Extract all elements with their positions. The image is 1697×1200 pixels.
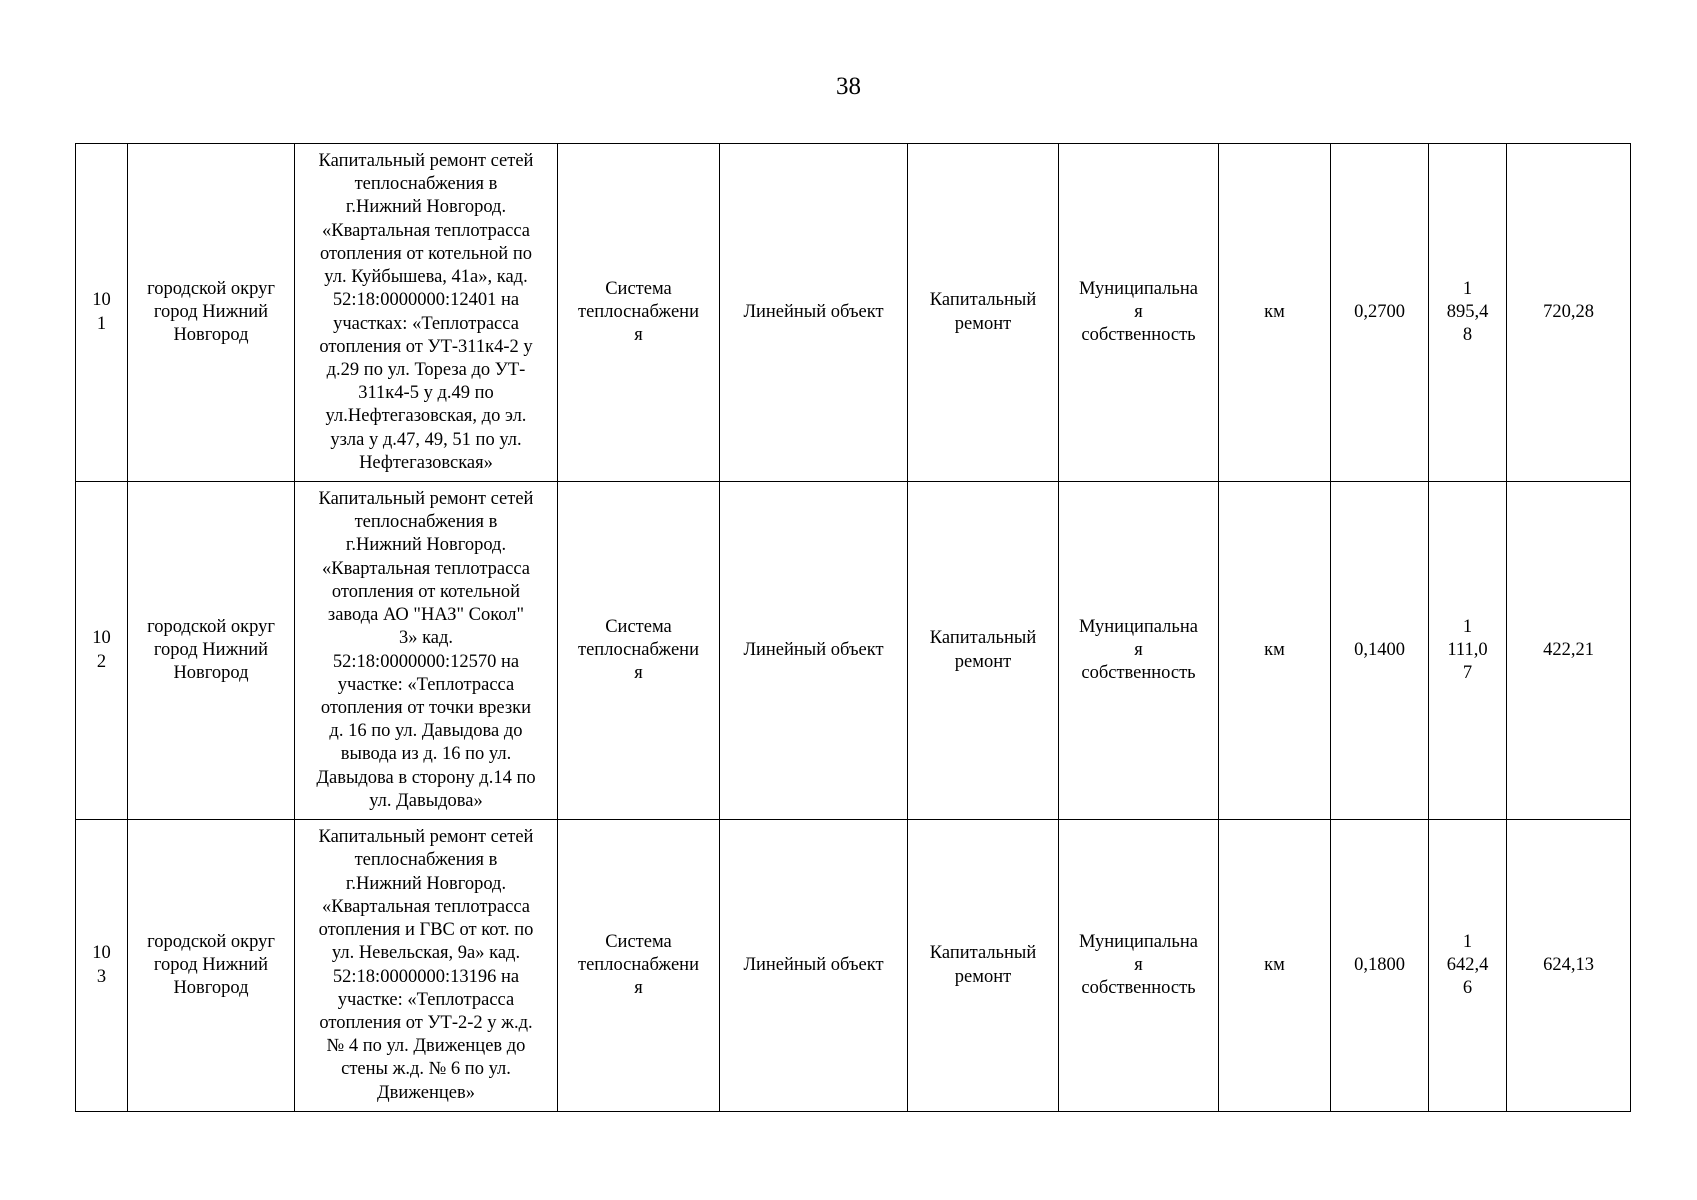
cell-text-line: стены ж.д. № 6 по ул. <box>341 1059 511 1080</box>
cell-text-line: собственность <box>1081 325 1196 346</box>
cell-text: км <box>1264 301 1285 322</box>
cell-text-line: ремонт <box>954 966 1012 987</box>
cell-text-line: Капитальный ремонт сетей <box>318 151 534 172</box>
unit-cost-cell <box>1429 820 1507 1112</box>
unit-cell <box>1219 820 1331 1112</box>
cell-text-line: Муниципальна <box>1079 616 1198 637</box>
cell-text-line: д.29 по ул. Тореза до УТ- <box>326 359 526 380</box>
quantity-cell <box>1331 820 1429 1112</box>
cell-text-line: Капитальный ремонт сетей <box>318 489 534 510</box>
cell-text-line: ул. Куйбышева, 41а», кад. <box>324 267 528 288</box>
cell-text-line: я <box>1134 301 1143 322</box>
cell-text-line: 1 <box>1462 278 1473 299</box>
cell-text-line: г.Нижний Новгород. <box>345 873 507 894</box>
page-number: 38 <box>836 73 861 100</box>
cell-text-line: город Нижний <box>153 639 269 660</box>
cell-text-line: отопления от точки врезки <box>320 697 532 718</box>
cell-text-line: собственность <box>1081 978 1196 999</box>
system-cell <box>558 482 720 820</box>
cell-text-line: 52:18:0000000:12401 на <box>332 290 520 311</box>
cell-text-line: 8 <box>1462 325 1473 346</box>
cell-text: 422,21 <box>1543 639 1594 660</box>
cell-text-line: город Нижний <box>153 954 269 975</box>
cell-text-line: я <box>634 663 643 684</box>
cell-text-line: теплоснабжени <box>578 639 699 660</box>
cell-text: км <box>1264 954 1285 975</box>
table-row <box>76 482 1631 820</box>
row-number-cell <box>76 144 128 482</box>
object-type-cell <box>720 482 908 820</box>
cell-text-line: 3 <box>96 966 107 987</box>
cell-text-line: узла у д.47, 49, 51 по ул. <box>330 429 522 450</box>
work-type-cell <box>908 144 1059 482</box>
cell-text-line: ремонт <box>954 313 1012 334</box>
object-type-cell <box>720 144 908 482</box>
cell-text-line: ул.Нефтегазовская, до эл. <box>325 406 527 427</box>
cell-text-line: городской округ <box>147 931 275 952</box>
cell-text-line: теплоснабжения в <box>354 512 498 533</box>
cell-text-line: Новгород <box>173 325 249 346</box>
work-type-cell <box>908 820 1059 1112</box>
ownership-cell <box>1059 144 1219 482</box>
cell-text-line: 1 <box>96 313 107 334</box>
cell-text-line: ул. Давыдова» <box>369 790 483 811</box>
cell-text-line: отопления от котельной <box>331 581 521 602</box>
cell-text-line: Капитальный <box>929 290 1037 311</box>
cell-text-line: 642,4 <box>1446 954 1489 975</box>
cell-text-line: теплоснабжени <box>578 954 699 975</box>
total-cell <box>1507 482 1631 820</box>
cell-text-line: участке: «Теплотрасса <box>337 989 515 1010</box>
cell-text-line: теплоснабжени <box>578 301 699 322</box>
municipality-cell <box>128 144 295 482</box>
cell-text-line: Капитальный <box>929 628 1037 649</box>
row-number-cell <box>76 820 128 1112</box>
cell-text: 624,13 <box>1543 954 1594 975</box>
cell-text-line: городской округ <box>147 616 275 637</box>
work-type-cell <box>908 482 1059 820</box>
cell-text-line: я <box>1134 639 1143 660</box>
cell-text-line: участках: «Теплотрасса <box>333 313 519 334</box>
unit-cell <box>1219 482 1331 820</box>
cell-text-line: отопления от УТ-311к4-2 у <box>319 336 533 357</box>
unit-cell <box>1219 144 1331 482</box>
cell-text-line: Муниципальна <box>1079 931 1198 952</box>
table-body <box>76 144 1631 1112</box>
cell-text-line: «Квартальная теплотрасса <box>322 220 530 241</box>
quantity-cell <box>1331 482 1429 820</box>
cell-text: Линейный объект <box>743 639 884 660</box>
cell-text-line: 10 <box>92 628 111 649</box>
ownership-cell <box>1059 482 1219 820</box>
table-row <box>76 820 1631 1112</box>
cell-text-line: Движенцев» <box>376 1082 475 1103</box>
cell-text-line: 52:18:0000000:12570 на <box>332 651 520 672</box>
cell-text-line: 111,0 <box>1447 639 1488 660</box>
system-cell <box>558 820 720 1112</box>
cell-text-line: Система <box>605 931 672 952</box>
cell-text-line: 895,4 <box>1446 301 1489 322</box>
cell-text-line: завода АО "НАЗ" Сокол" <box>327 605 525 626</box>
ownership-cell <box>1059 820 1219 1112</box>
cell-text-line: 6 <box>1462 978 1473 999</box>
cell-text-line: отопления и ГВС от кот. по <box>318 920 534 941</box>
cell-text-line: собственность <box>1081 663 1196 684</box>
cell-text-line: город Нижний <box>153 301 269 322</box>
cell-text-line: 7 <box>1462 663 1473 684</box>
cell-text-line: 10 <box>92 290 111 311</box>
cell-text-line: ремонт <box>954 651 1012 672</box>
cell-text: 0,1800 <box>1354 954 1405 975</box>
cell-text-line: № 4 по ул. Движенцев до <box>326 1036 526 1057</box>
cell-text-line: я <box>634 325 643 346</box>
cell-text-line: 2 <box>96 651 107 672</box>
cell-text-line: ул. Невельская, 9а» кад. <box>331 943 521 964</box>
cell-text-line: Новгород <box>173 663 249 684</box>
cell-text-line: участке: «Теплотрасса <box>337 674 515 695</box>
cell-text-line: Капитальный <box>929 943 1037 964</box>
unit-cost-cell <box>1429 144 1507 482</box>
unit-cost-cell <box>1429 482 1507 820</box>
object-type-cell <box>720 820 908 1112</box>
total-cell <box>1507 144 1631 482</box>
cell-text-line: «Квартальная теплотрасса <box>322 558 530 579</box>
cell-text: 0,2700 <box>1354 301 1405 322</box>
municipality-cell <box>128 482 295 820</box>
row-number-cell <box>76 482 128 820</box>
cell-text: км <box>1264 639 1285 660</box>
cell-text-line: 311к4-5 у д.49 по <box>358 383 494 404</box>
cell-text-line: Давыдова в сторону д.14 по <box>316 767 536 788</box>
cell-text: 720,28 <box>1543 301 1594 322</box>
cell-text-line: теплоснабжения в <box>354 174 498 195</box>
cell-text-line: д. 16 по ул. Давыдова до <box>329 721 523 742</box>
cell-text-line: 10 <box>92 943 111 964</box>
cell-text: Линейный объект <box>743 301 884 322</box>
cell-text-line: Муниципальна <box>1079 278 1198 299</box>
cell-text-line: Капитальный ремонт сетей <box>318 827 534 848</box>
cell-text-line: отопления от УТ-2-2 у ж.д. <box>319 1012 533 1033</box>
cell-text: Линейный объект <box>743 954 884 975</box>
cell-text-line: отопления от котельной по <box>320 243 532 264</box>
description-cell <box>295 144 558 482</box>
cell-text-line: я <box>1134 954 1143 975</box>
description-cell <box>295 820 558 1112</box>
cell-text-line: Система <box>605 616 672 637</box>
cell-text-line: городской округ <box>147 278 275 299</box>
cell-text-line: 1 <box>1462 931 1473 952</box>
cell-text-line: г.Нижний Новгород. <box>345 197 507 218</box>
repair-registry-table <box>75 143 1631 1112</box>
quantity-cell <box>1331 144 1429 482</box>
cell-text-line: вывода из д. 16 по ул. <box>340 744 512 765</box>
cell-text-line: г.Нижний Новгород. <box>345 535 507 556</box>
cell-text-line: 1 <box>1462 616 1473 637</box>
system-cell <box>558 144 720 482</box>
cell-text: 0,1400 <box>1354 639 1405 660</box>
description-cell <box>295 482 558 820</box>
table-row <box>76 144 1631 482</box>
cell-text-line: «Квартальная теплотрасса <box>322 896 530 917</box>
cell-text-line: я <box>634 978 643 999</box>
cell-text-line: Нефтегазовская» <box>359 452 493 473</box>
cell-text-line: теплоснабжения в <box>354 850 498 871</box>
total-cell <box>1507 820 1631 1112</box>
cell-text-line: Система <box>605 278 672 299</box>
municipality-cell <box>128 820 295 1112</box>
cell-text-line: Новгород <box>173 978 249 999</box>
cell-text-line: 52:18:0000000:13196 на <box>332 966 520 987</box>
cell-text-line: 3» кад. <box>398 628 454 649</box>
